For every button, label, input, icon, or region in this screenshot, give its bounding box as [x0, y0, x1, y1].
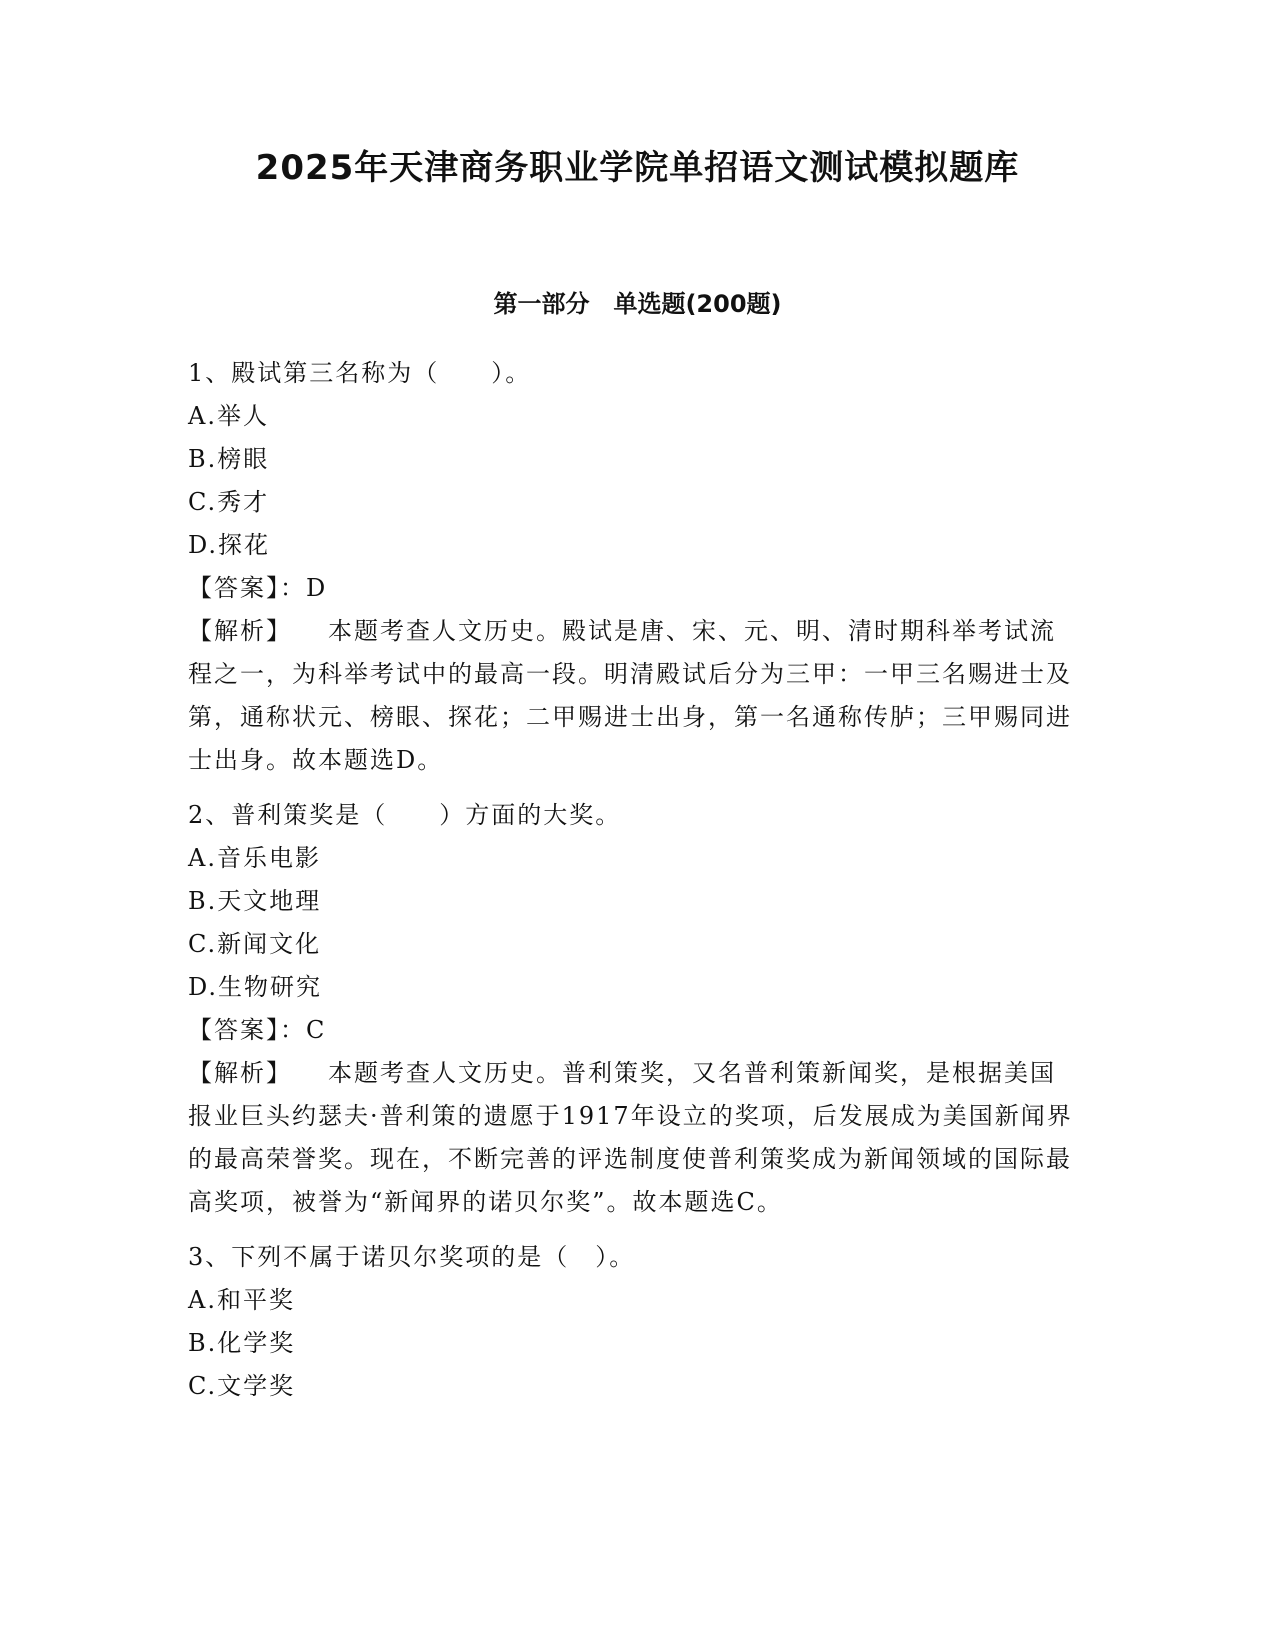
- option-d: D.生物研究: [188, 973, 323, 1001]
- question-list: [188, 352, 1078, 1420]
- explanation-block: [188, 610, 1078, 782]
- question-2: [188, 794, 1078, 1224]
- explanation-block: [188, 1052, 1078, 1224]
- question-3: [188, 1236, 1078, 1408]
- document-title: 2025年天津商务职业学院单招语文测试模拟题库: [255, 148, 1020, 188]
- section-heading: 第一部分 单选题(200题): [493, 290, 782, 318]
- question-1: [188, 352, 1078, 782]
- option-a: A.举人: [188, 402, 269, 430]
- explanation-text: 本题考查人文历史。殿试是唐、宋、元、明、清时期科举考试流程之一，为科举考试中的最高一段。明清殿试后分为三甲：一甲三名赐进士及第，通称状元、榜眼、探花；二甲赐进士出身，第一名通称传胪；三甲赐同进士出身。故本题选D。: [188, 617, 1072, 774]
- option-b: B.化学奖: [188, 1329, 296, 1357]
- explanation-label: 【解析】: [188, 617, 292, 645]
- question-stem: 1、殿试第三名称为（ ）。: [188, 359, 532, 387]
- explanation-text: 本题考查人文历史。普利策奖，又名普利策新闻奖，是根据美国报业巨头约瑟夫·普利策的遗愿于1917年设立的奖项，后发展成为美国新闻界的最高荣誉奖。现在，不断完善的评选制度使普利策奖成为新闻领域的国际最高奖项，被誉为“新闻界的诺贝尔奖”。故本题选C。: [188, 1059, 1073, 1216]
- option-c: C.新闻文化: [188, 930, 322, 958]
- question-stem: 2、普利策奖是（ ）方面的大奖。: [188, 801, 622, 829]
- option-a: A.和平奖: [188, 1286, 295, 1314]
- option-c: C.秀才: [188, 488, 270, 516]
- option-c: C.文学奖: [188, 1372, 296, 1400]
- answer-line: 【答案】：C: [188, 1016, 327, 1044]
- option-b: B.天文地理: [188, 887, 322, 915]
- option-b: B.榜眼: [188, 445, 270, 473]
- question-stem: 3、下列不属于诺贝尔奖项的是（ ）。: [188, 1243, 636, 1271]
- option-d: D.探花: [188, 531, 271, 559]
- option-a: A.音乐电影: [188, 844, 321, 872]
- answer-line: 【答案】：D: [188, 574, 328, 602]
- explanation-label: 【解析】: [188, 1059, 292, 1087]
